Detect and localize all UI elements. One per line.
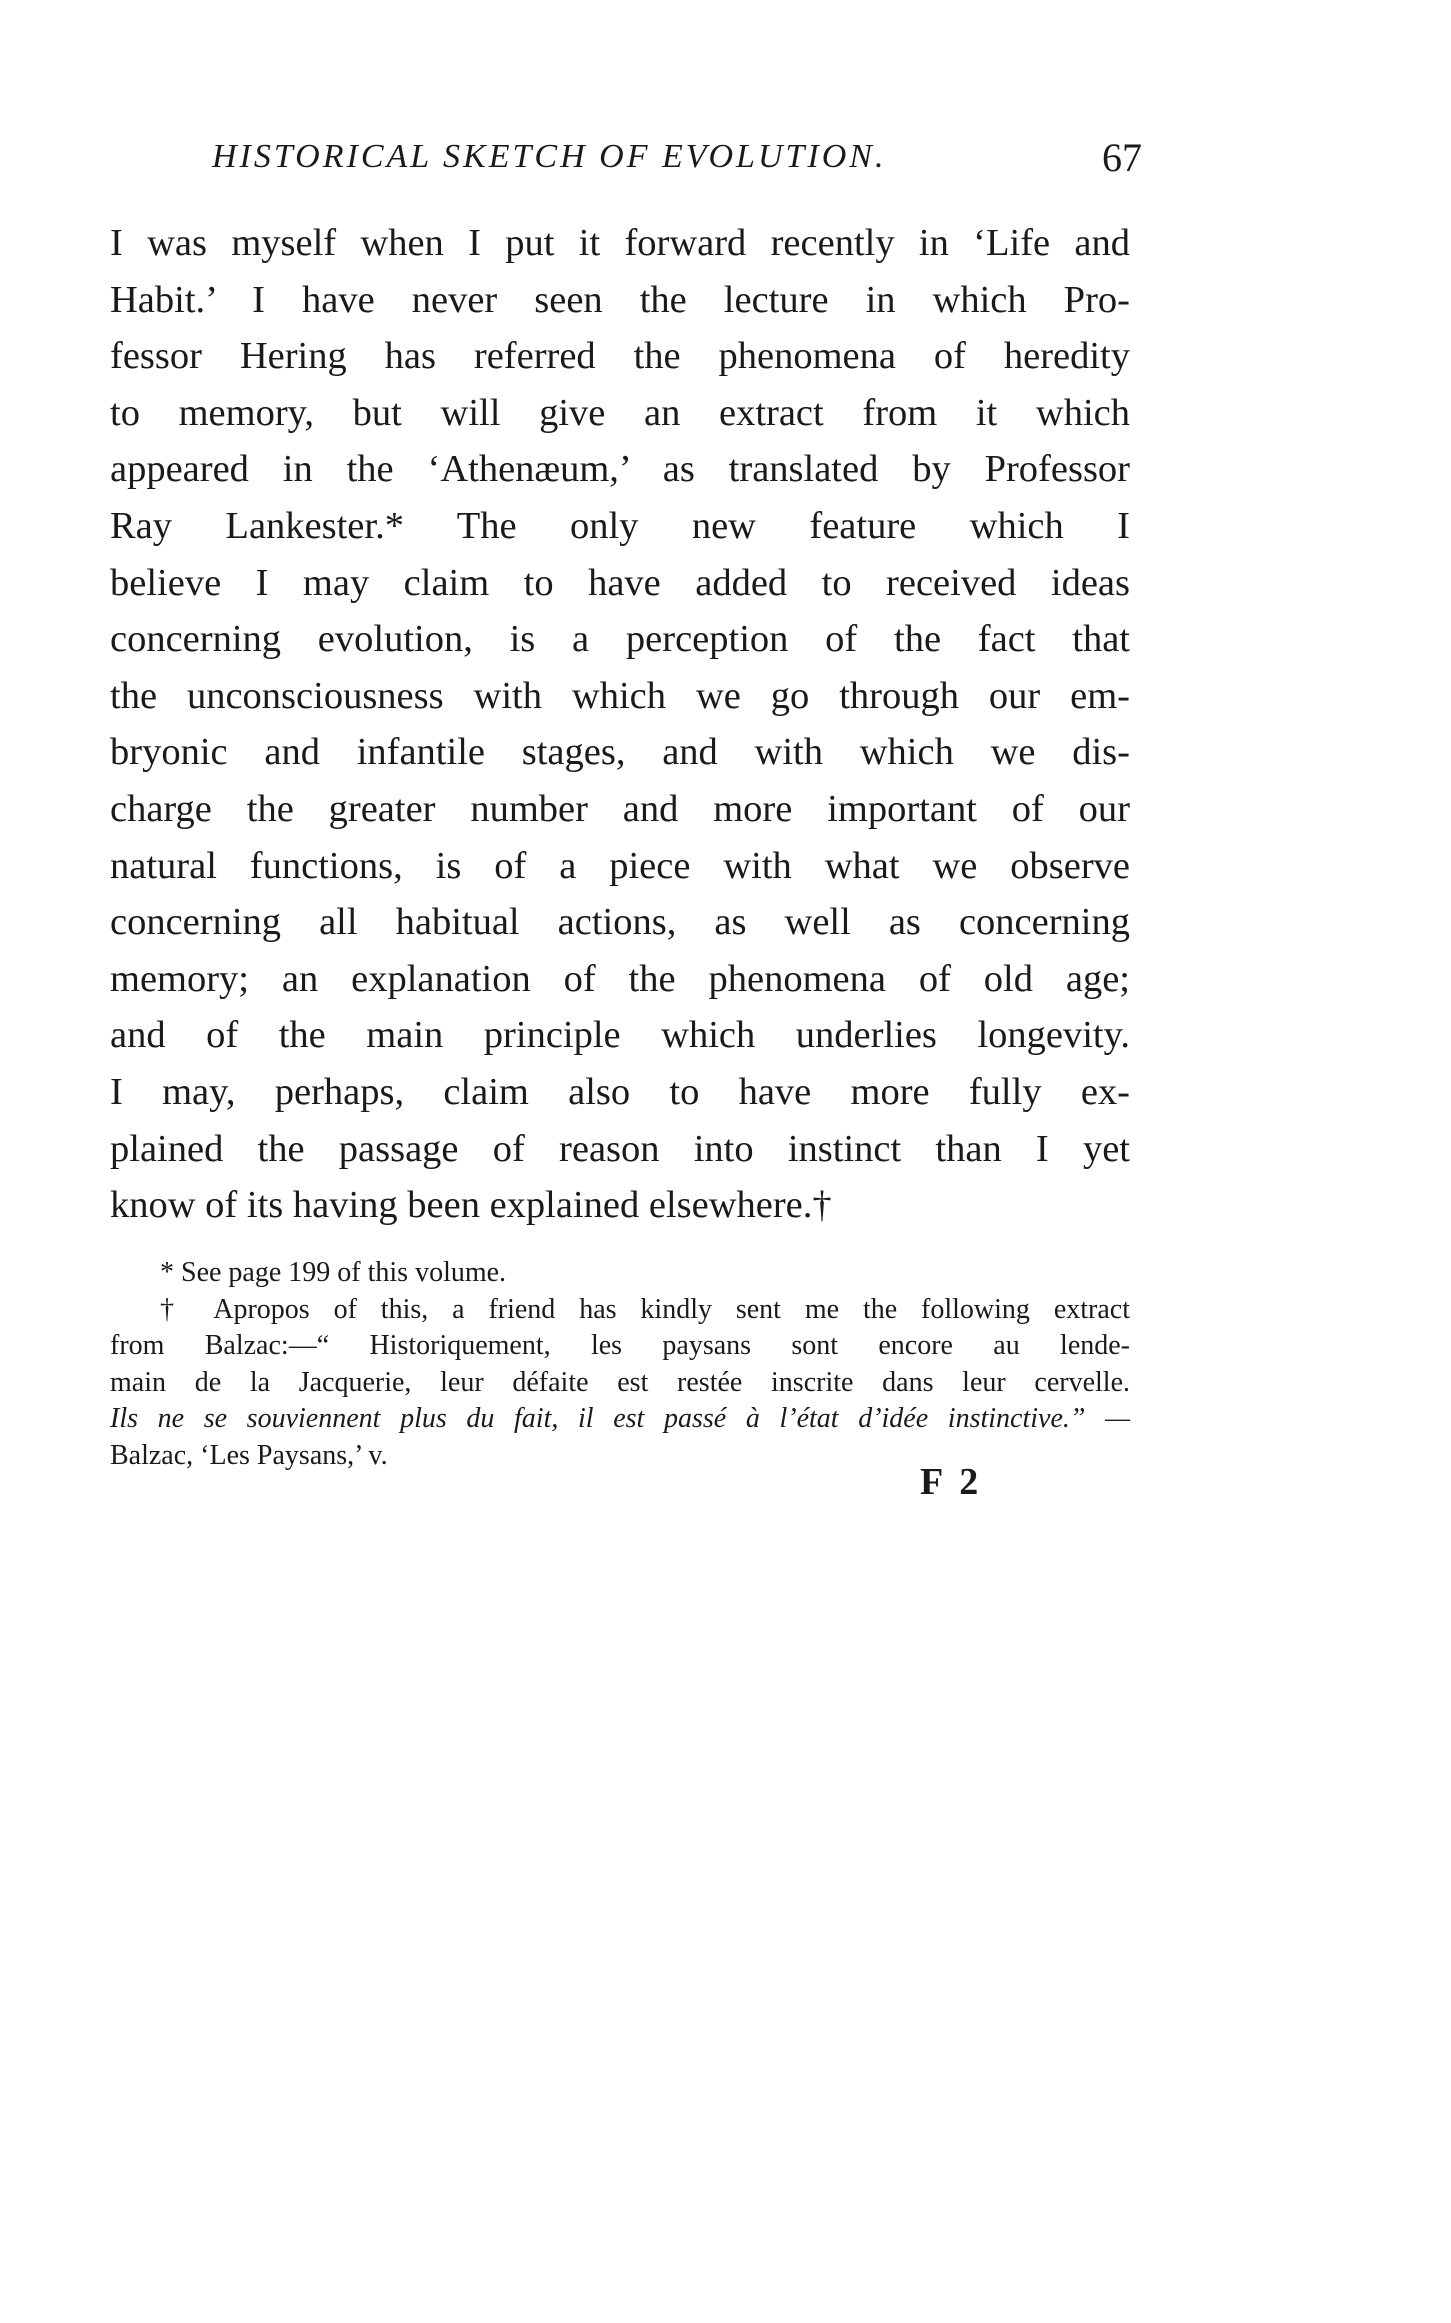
body-line: I was myself when I put it forward recently in ‘Life and <box>110 222 1130 264</box>
footnote-2-line: from Balzac:—“ Historiquement, les paysans sont encore au lende- <box>110 1330 1130 1361</box>
body-line: appeared in the ‘Athenæum,’ as translated by Professor <box>110 448 1130 491</box>
body-line: Habit.’ I have never seen the lecture in which Pro- <box>110 278 1130 321</box>
body-line: bryonic and infantile stages, and with which we dis- <box>110 731 1130 774</box>
body-line: believe I may claim to have added to received ideas <box>110 561 1130 604</box>
footnote-2-line: † Apropos of this, a friend has kindly sent me the following extract <box>160 1293 1130 1325</box>
body-line: plained the passage of reason into instinct than I yet <box>110 1127 1130 1170</box>
running-title: HISTORICAL SKETCH OF EVOLUTION. <box>212 138 887 175</box>
body-line: fessor Hering has referred the phenomena of heredity <box>110 335 1130 378</box>
footnote-2-line: Balzac, ‘Les Paysans,’ v. <box>110 1439 388 1471</box>
body-line: the unconsciousness with which we go through our em- <box>110 674 1130 717</box>
footnotes <box>110 1255 1130 1474</box>
body-line: and of the main principle which underlies longevity. <box>110 1014 1130 1057</box>
page-number: 67 <box>1102 135 1142 180</box>
signature-mark: F 2 <box>920 1461 983 1503</box>
body-line: concerning all habitual actions, as well as concerning <box>110 901 1130 944</box>
body-line: Ray Lankester.* The only new feature which I <box>110 504 1130 547</box>
body-line: to memory, but will give an extract from it which <box>110 391 1130 434</box>
footnote-1: * See page 199 of this volume. <box>160 1257 507 1288</box>
footnote-2-line: Ils ne se souviennent plus du fait, il est passé à l’état d’idée instinctive.” — <box>110 1403 1130 1434</box>
body-line: concerning evolution, is a perception of the fact that <box>110 618 1130 661</box>
body-line: memory; an explanation of the phenomena of old age; <box>110 957 1130 1000</box>
body-line: natural functions, is of a piece with what we observe <box>110 844 1130 887</box>
body-line: charge the greater number and more important of our <box>110 787 1130 830</box>
body-line: know of its having been explained elsewhere.† <box>110 1184 832 1227</box>
main-paragraph <box>110 215 1130 1234</box>
body-line: I may, perhaps, claim also to have more fully ex- <box>110 1070 1130 1113</box>
footnote-2-line: main de la Jacquerie, leur défaite est restée inscrite dans leur cervelle. <box>110 1366 1130 1398</box>
running-head <box>212 132 1142 182</box>
